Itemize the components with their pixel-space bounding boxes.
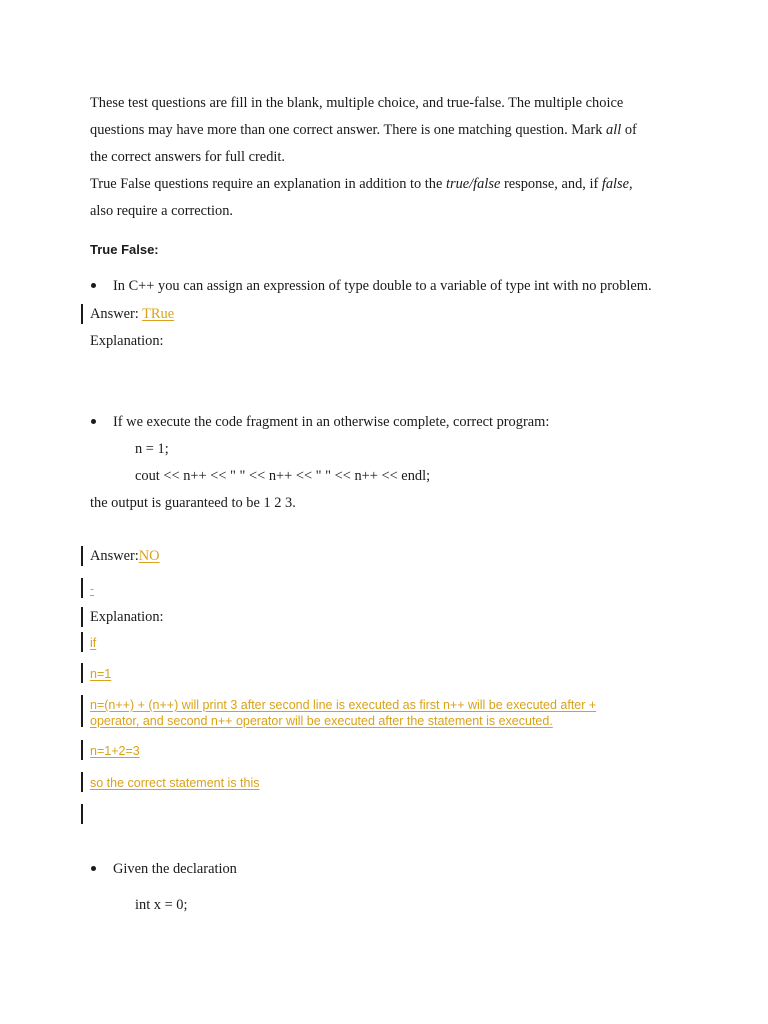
q2-explanation-line-4: n=1+2=3 [90,744,140,758]
q2-explanation-label: Explanation: [90,609,164,625]
change-bar-q2-answer [81,546,83,566]
q1-answer-label: Answer: [90,306,143,322]
q3-code-line-1: int x = 0; [135,897,188,913]
q2-text: If we execute the code fragment in an otherwise complete, correct program: [113,414,550,430]
q1-answer-value: TRue [142,306,175,322]
bullet-q2 [91,419,96,424]
q1-explanation-label: Explanation: [90,333,164,349]
bullet-q3 [91,866,96,871]
change-bar-q2-expl-3 [81,695,83,727]
q2-explanation-line-5: so the correct statement is this [90,776,260,790]
change-bar-q2-expl-5 [81,772,83,792]
intro-line-4-emphasis-1: true/false [445,176,501,192]
change-bar-q2-dash [81,578,83,598]
q2-code-line-1: n = 1; [135,441,169,457]
intro-line-2-prefix: questions may have more than one correct answer. There is one matching question. Mark [90,122,607,138]
change-bar-empty [81,804,83,824]
q2-dash: - [90,582,95,596]
bullet-q1 [91,283,96,288]
intro-line-2 [90,121,637,139]
q2-explanation-line-1: if [90,636,97,650]
intro-line-3: the correct answers for full credit. [90,149,285,165]
q2-explanation-line-2: n=1 [90,667,112,681]
intro-line-5: also require a correction. [90,203,234,219]
q2-explanation-line-3b: operator, and second n++ operator will be executed after the statement is executed. [90,714,553,728]
intro-line-2-emphasis: all [606,122,622,138]
change-bar-q2-expl-2 [81,663,83,683]
q2-explanation-line-3a: n=(n++) + (n++) will print 3 after second line is executed as first n++ will be executed after + [90,698,597,712]
q2-code-line-2: cout << n++ << " " << n++ << " " << n++ << endl; [135,468,431,484]
q2-answer-value: NO [138,548,160,564]
q3-text: Given the declaration [113,861,237,877]
change-bar-q2-explanation [81,607,83,627]
intro-line-4-prefix: True False questions require an explanation in addition to the [90,176,446,192]
q2-output-statement: the output is guaranteed to be 1 2 3. [90,495,296,511]
q2-answer [90,547,160,565]
intro-line-1: These test questions are fill in the blank, multiple choice, and true-false. The multiple choice [90,95,624,111]
intro-line-2-suffix: of [621,122,637,138]
intro-line-4-mid: response, and, if [500,176,602,192]
change-bar-q1-answer [81,304,83,324]
change-bar-q2-expl-1 [81,632,83,652]
q1-text: In C++ you can assign an expression of type double to a variable of type int with no problem. [113,278,652,294]
intro-line-4 [90,175,633,193]
intro-line-4-suffix: , [629,176,633,192]
q1-answer [90,305,174,323]
intro-line-4-emphasis-2: false [601,176,630,192]
q2-answer-label: Answer: [90,548,139,564]
section-heading: True False: [90,242,159,257]
change-bar-q2-expl-4 [81,740,83,760]
